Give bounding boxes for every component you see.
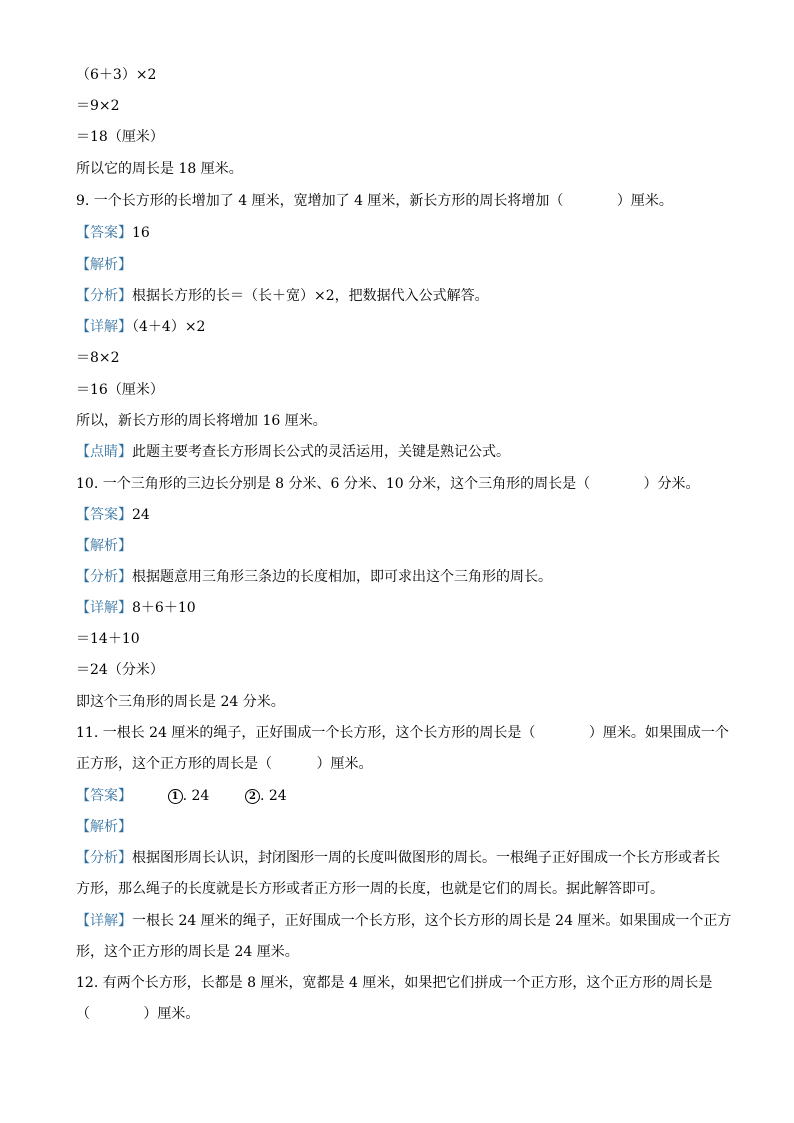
text-segment: ＝14＋10 — [76, 631, 140, 647]
text-line — [76, 848, 726, 868]
text-segment: 即这个三角形的周长是 24 分米。 — [76, 694, 285, 710]
text-line — [76, 567, 726, 587]
section-tag: 【分析】 — [76, 288, 132, 304]
section-tag: 【解析】 — [76, 257, 132, 273]
text-segment: 根据图形周长认识，封闭图形一周的长度叫做图形的周长。一根绳子正好围成一个长方形或者长 — [132, 850, 720, 866]
text-segment: 所以它的周长是 18 厘米。 — [76, 161, 243, 177]
text-line — [76, 754, 726, 774]
text-line — [76, 660, 726, 680]
text-segment: 方形，那么绳子的长度就是长方形或者正方形一周的长度，也就是它们的周长。据此解答即可。 — [76, 881, 664, 897]
text-line — [76, 536, 726, 556]
text-segment: 9. 一个长方形的长增加了 4 厘米，宽增加了 4 厘米，新长方形的周长将增加（ ）厘米。 — [76, 193, 673, 209]
section-tag: 【答案】 — [76, 507, 132, 523]
text-line — [76, 692, 726, 712]
text-segment: . 24 — [182, 788, 245, 804]
text-segment: ＝18（厘米） — [76, 129, 164, 145]
text-segment: 根据长方形的长＝（长＋宽）×2，把数据代入公式解答。 — [132, 288, 489, 304]
section-tag: 【答案】 — [76, 788, 132, 804]
text-line — [76, 65, 726, 85]
text-segment: （4＋4）×2 — [132, 319, 206, 335]
text-segment: 16 — [132, 225, 150, 241]
text-line — [76, 505, 726, 525]
text-line — [76, 96, 726, 116]
text-segment: 11. 一根长 24 厘米的绳子，正好围成一个长方形，这个长方形的周长是（ ）厘米。如果围成一个 — [76, 725, 729, 741]
text-line — [76, 942, 726, 962]
text-line — [76, 911, 732, 931]
text-segment: 根据题意用三角形三条边的长度相加，即可求出这个三角形的周长。 — [132, 569, 552, 585]
text-segment: ＝8×2 — [76, 350, 120, 366]
text-line — [76, 786, 726, 806]
text-line — [76, 973, 726, 993]
text-segment: （ ）厘米。 — [76, 1006, 200, 1022]
text-line — [76, 411, 726, 431]
text-line — [76, 159, 726, 179]
circled-number: 2 — [245, 789, 260, 804]
text-line — [76, 317, 726, 337]
text-line — [76, 223, 726, 243]
section-tag: 【分析】 — [76, 850, 132, 866]
text-segment: 8＋6＋10 — [132, 600, 196, 616]
text-line — [76, 629, 726, 649]
text-line — [76, 127, 726, 147]
text-segment: ＝16（厘米） — [76, 382, 164, 398]
text-line — [76, 191, 726, 211]
section-tag: 【详解】 — [76, 319, 132, 335]
section-tag: 【详解】 — [76, 913, 132, 929]
text-segment: 此题主要考查长方形周长公式的灵活运用，关键是熟记公式。 — [132, 444, 510, 460]
text-segment: . 24 — [259, 788, 287, 804]
section-tag: 【解析】 — [76, 538, 132, 554]
circled-number: 1 — [168, 789, 183, 804]
section-tag: 【解析】 — [76, 819, 132, 835]
text-segment: 正方形，这个正方形的周长是（ ）厘米。 — [76, 756, 373, 772]
text-line — [76, 598, 726, 618]
text-segment: 12. 有两个长方形，长都是 8 厘米，宽都是 4 厘米，如果把它们拼成一个正方形，这个正方形的周长是 — [76, 975, 713, 991]
text-line — [76, 255, 726, 275]
text-line — [76, 1004, 726, 1024]
text-segment: ＝9×2 — [76, 98, 120, 114]
text-line — [76, 286, 726, 306]
text-line — [76, 817, 726, 837]
text-segment: 形，这个正方形的周长是 24 厘米。 — [76, 944, 299, 960]
text-segment: 一根长 24 厘米的绳子，正好围成一个长方形，这个长方形的周长是 24 厘米。如果围成一个正方 — [132, 913, 732, 929]
section-tag: 【点睛】 — [76, 444, 132, 460]
text-line — [76, 474, 726, 494]
text-segment: ＝24（分米） — [76, 662, 164, 678]
text-line — [76, 442, 726, 462]
section-tag: 【答案】 — [76, 225, 132, 241]
text-line — [76, 879, 726, 899]
text-segment: 所以，新长方形的周长将增加 16 厘米。 — [76, 413, 327, 429]
text-line — [76, 348, 726, 368]
text-line — [76, 380, 726, 400]
text-line — [76, 723, 729, 743]
section-tag: 【详解】 — [76, 600, 132, 616]
text-segment: 10. 一个三角形的三边长分别是 8 分米、6 分米、10 分米，这个三角形的周长是（ ）分米。 — [76, 476, 700, 492]
text-segment: （6＋3）×2 — [76, 67, 157, 83]
section-tag: 【分析】 — [76, 569, 132, 585]
text-segment — [132, 788, 168, 804]
text-segment: 24 — [132, 507, 150, 523]
